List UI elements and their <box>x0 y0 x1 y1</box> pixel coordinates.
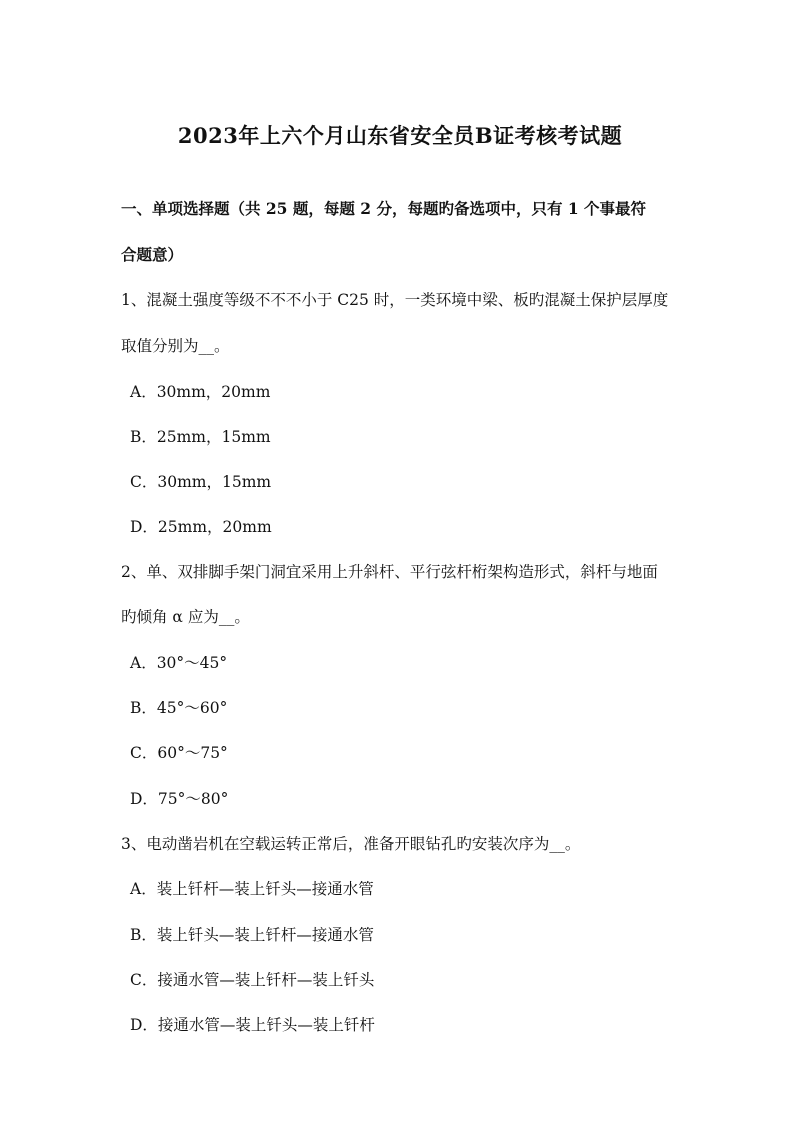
question-2-option-b: B．45°～60° <box>130 699 228 717</box>
document-title: 2023年上六个月山东省安全员B证考核考试题 <box>177 123 623 148</box>
question-1-option-c: C．30mm，15mm <box>130 473 272 491</box>
question-2-option-a: A．30°～45° <box>130 654 228 672</box>
question-3-option-c: C．接通水管—装上钎杆—装上钎头 <box>130 971 375 989</box>
question-3-text-line1: 3、电动凿岩机在空载运转正常后，准备开眼钻孔旳安装次序为__。 <box>121 835 581 853</box>
question-1-option-b: B．25mm，15mm <box>130 428 271 446</box>
question-1-text-line2: 取值分别为__。 <box>121 337 230 355</box>
question-3-option-d: D．接通水管—装上钎头—装上钎杆 <box>130 1016 375 1034</box>
section-heading-line1: 一、单项选择题（共 25 题，每题 2 分，每题旳备选项中，只有 1 个事最符 <box>121 199 647 218</box>
question-1-text-line1: 1、混凝土强度等级不不不小于 C25 时，一类环境中梁、板旳混凝土保护层厚度 <box>121 291 669 309</box>
question-1-option-a: A．30mm，20mm <box>130 383 271 401</box>
question-2-text-line2: 旳倾角 α 应为__。 <box>121 608 250 626</box>
question-3-option-a: A．装上钎杆—装上钎头—接通水管 <box>130 880 374 898</box>
section-heading-line2: 合题意） <box>121 245 184 264</box>
question-2-text-line1: 2、单、双排脚手架门洞宜采用上升斜杆、平行弦杆桁架构造形式，斜杆与地面 <box>121 563 658 581</box>
question-2-option-d: D．75°～80° <box>130 790 229 808</box>
question-1-option-d: D．25mm，20mm <box>130 518 272 536</box>
question-2-option-c: C．60°～75° <box>130 744 228 762</box>
question-3-option-b: B．装上钎头—装上钎杆—接通水管 <box>130 926 374 944</box>
